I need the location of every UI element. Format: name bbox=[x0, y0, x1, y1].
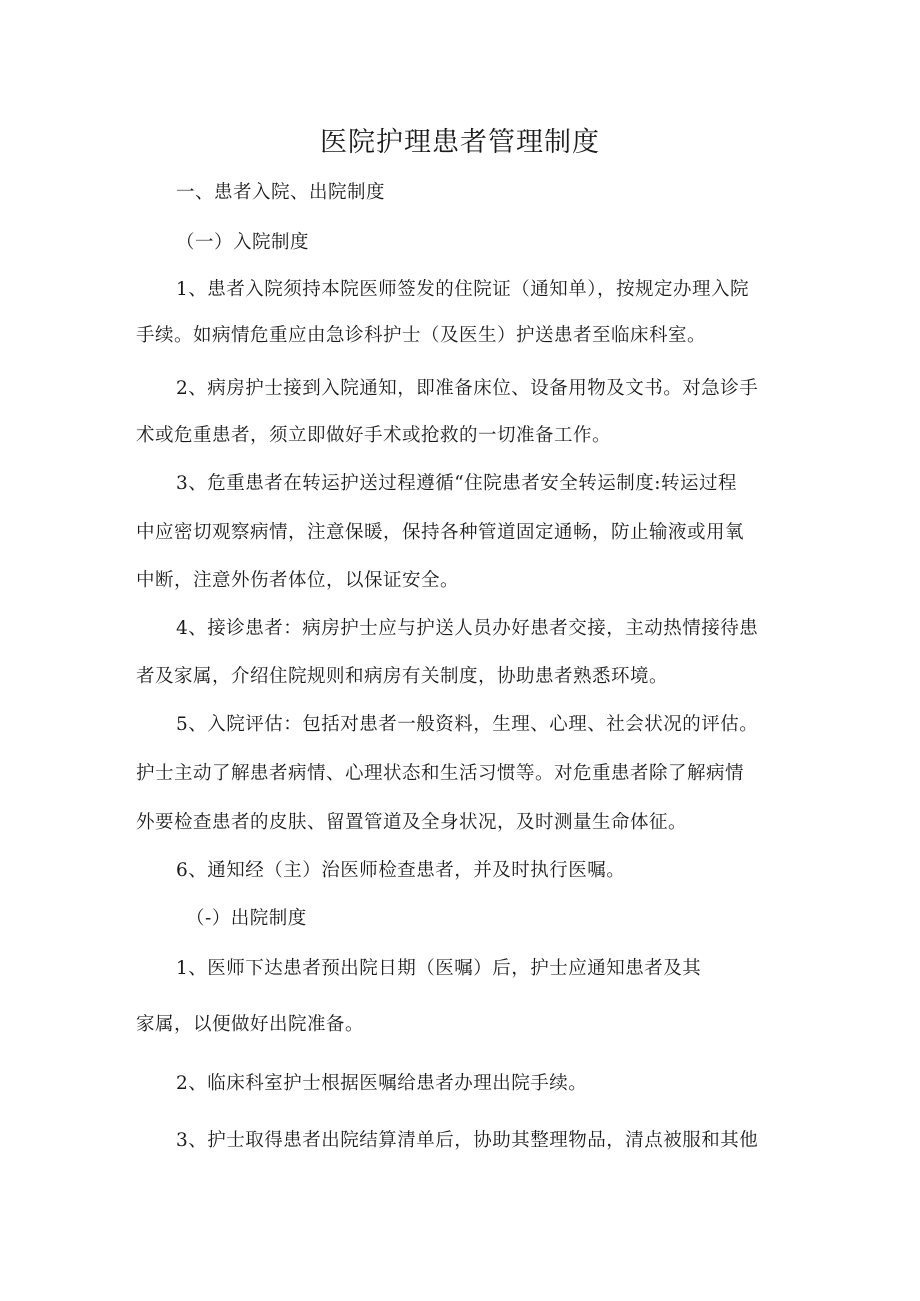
paragraph-line: 6、通知经（主）治医师检查患者，并及时执行医嘱。 bbox=[176, 860, 626, 881]
paragraph-line: 者及家属，介绍住院规则和病房有关制度，协助患者熟悉环境。 bbox=[136, 666, 669, 687]
paragraph-line: 家属，以便做好出院准备。 bbox=[136, 1014, 365, 1035]
paragraph-line: 中断，注意外伤者体位，以保证安全。 bbox=[136, 570, 460, 591]
subsection-heading-discharge: （-）出院制度 bbox=[186, 908, 307, 929]
paragraph-line: 1、医师下达患者预出院日期（医嘱）后，护士应通知患者及其 bbox=[176, 958, 702, 979]
paragraph-line: 4、接诊患者：病房护士应与护送人员办好患者交接，主动热情接待患 bbox=[176, 618, 759, 639]
subsection-heading-admission: （一）入院制度 bbox=[176, 232, 310, 253]
paragraph-line: 2、临床科室护士根据医嘱给患者办理出院手续。 bbox=[176, 1073, 588, 1094]
paragraph-line: 3、护士取得患者出院结算清单后，协助其整理物品，清点被服和其他 bbox=[176, 1130, 759, 1151]
paragraph-line: 术或危重患者，须立即做好手术或抢救的一切准备工作。 bbox=[136, 425, 612, 446]
paragraph-line: 2、病房护士接到入院通知，即准备床位、设备用物及文书。对急诊手 bbox=[176, 378, 759, 399]
paragraph-line: 护士主动了解患者病情、心理状态和生活习惯等。对危重患者除了解病情 bbox=[136, 763, 745, 784]
paragraph-line: 3、危重患者在转运护送过程遵循“住院患者安全转运制度:转运过程 bbox=[176, 473, 737, 494]
section-heading-admission-discharge: 一、患者入院、出院制度 bbox=[176, 182, 386, 203]
paragraph-line: 手续。如病情危重应由急诊科护士（及医生）护送患者至临床科室。 bbox=[136, 325, 707, 346]
paragraph-line: 1、患者入院须持本院医师签发的住院证（通知单），按规定办理入院 bbox=[176, 279, 750, 300]
paragraph-line: 外要检查患者的皮肤、留置管道及全身状况，及时测量生命体征。 bbox=[136, 812, 688, 833]
document-title: 医院护理患者管理制度 bbox=[320, 127, 600, 158]
paragraph-line: 中应密切观察病情，注意保暖，保持各种管道固定通畅，防止输液或用氧 bbox=[136, 522, 745, 543]
paragraph-line: 5、入院评估：包括对患者一般资料，生理、心理、社会状况的评估。 bbox=[176, 714, 759, 735]
